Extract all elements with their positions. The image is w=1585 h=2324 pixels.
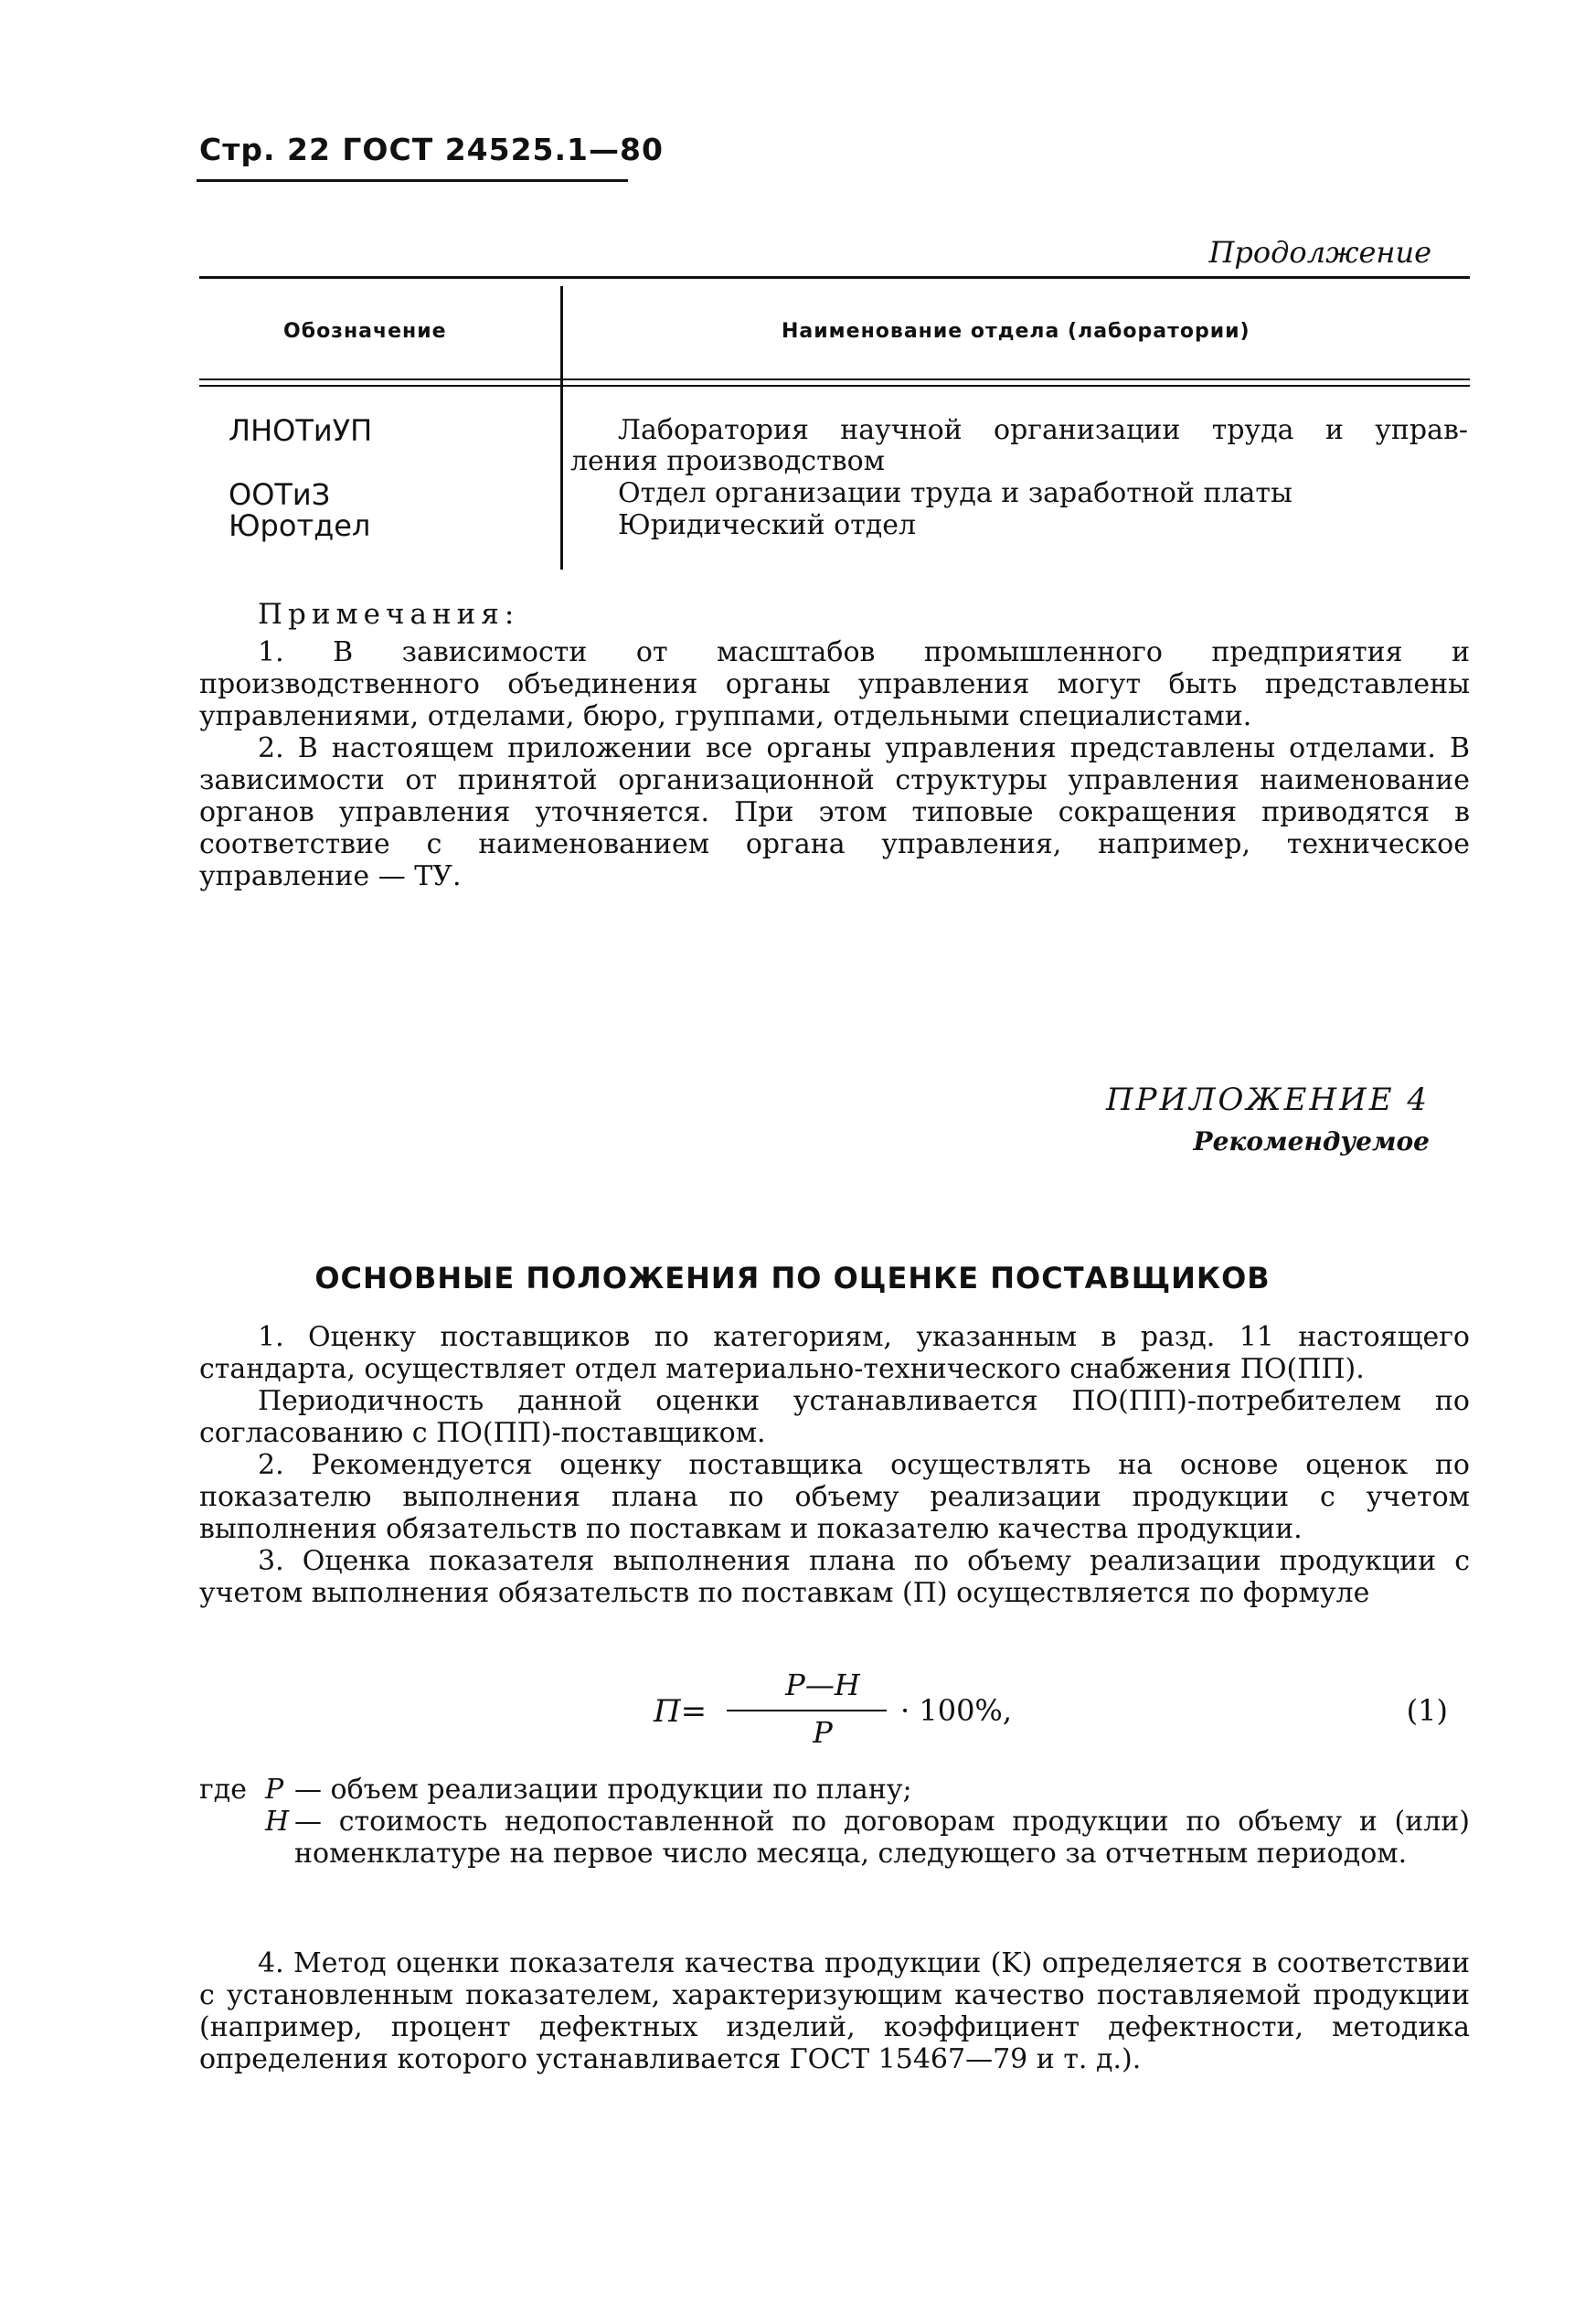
where-h-symbol: H — [265, 1806, 290, 1838]
column-header-code: Обозначение — [283, 320, 447, 343]
paragraph-1b: Периодичность данной оценки устанавливается ПО(ПП)-потребителем по согласованию с ПО(ПП)-поставщиком. — [199, 1385, 1470, 1449]
paragraph-3: 3. Оценка показателя выполнения плана по объему реализации продукции с учетом выполнения обязательств по поставкам (П) осуществляется по формуле — [199, 1545, 1470, 1609]
paragraph-1: 1. Оценку поставщиков по категориям, указанным в разд. 11 настоящего стандарта, осуществляет отдел материально-технического снабжения ПО(ПП). — [199, 1321, 1470, 1385]
paragraph-4: 4. Метод оценки показателя качества продукции (K) определяется в соответствии с установленным показателем, характеризующим качество поставляемой продукции (например, процент дефектных изделий, коэффициент дефектности, методика определения которого устанавливается ГОСТ 15467—79 и т. д.). — [199, 1947, 1470, 2075]
page-header: Стр. 22 ГОСТ 24525.1—80 — [199, 132, 664, 167]
formula-denominator: P — [813, 1715, 833, 1750]
formula-multiplier: · 100%, — [900, 1693, 1012, 1728]
table-row-name-cont: ления производством — [570, 445, 885, 477]
formula-number: (1) — [1406, 1693, 1448, 1728]
where-p-symbol: P — [265, 1774, 284, 1806]
formula-numerator: P—H — [785, 1668, 860, 1702]
table-continued-label: Продолжение — [1208, 235, 1431, 270]
table-row-code: Юротдел — [229, 508, 371, 543]
table-header-rule — [199, 378, 1470, 380]
table-column-divider — [560, 286, 563, 570]
where-intro: где — [199, 1774, 247, 1806]
table-top-rule — [199, 276, 1470, 279]
table-row-code: ЛНОТиУП — [229, 413, 373, 448]
appendix-subtitle: Рекомендуемое — [1193, 1126, 1430, 1157]
note-1: 1. В зависимости от масштабов промышленного предприятия и производственного объединения органы управления могут быть представлены управлениями, отделами, бюро, группами, отдельными специалистами. — [199, 636, 1470, 732]
table-row-code: ООТиЗ — [229, 477, 331, 512]
formula-1 — [0, 1668, 1585, 1768]
paragraph-2: 2. Рекомендуется оценку поставщика осуществлять на основе оценок по показателю выполнения плана по объему реализации продукции с учетом выполнения обязательств по поставкам и показателю качества продукции. — [199, 1449, 1470, 1545]
notes-heading: Примечания: — [258, 598, 520, 631]
where-p-definition: — объем реализации продукции по плану; — [294, 1774, 912, 1806]
table-row-name: Отдел организации труда и заработной платы — [618, 477, 1292, 509]
header-rule — [197, 179, 628, 182]
note-2: 2. В настоящем приложении все органы управления представлены отделами. В зависимости от принятой организационной структуры управления наименование органов управления уточняется. При этом типовые сокращения приводятся в соответствие с наименованием органа управления, например, техническое управление — ТУ. — [199, 732, 1470, 892]
formula-lhs: П= — [654, 1693, 707, 1730]
table-row-name: Лаборатория научной организации труда и управ- — [618, 414, 1468, 446]
formula-fraction-bar — [727, 1710, 887, 1711]
section-title: ОСНОВНЫЕ ПОЛОЖЕНИЯ ПО ОЦЕНКЕ ПОСТАВЩИКОВ — [314, 1261, 1271, 1295]
table-row-name: Юридический отдел — [618, 509, 917, 541]
appendix-title: ПРИЛОЖЕНИЕ 4 — [1105, 1082, 1430, 1118]
column-header-name: Наименование отдела (лаборатории) — [782, 320, 1250, 343]
where-h-definition: — стоимость недопоставленной по договорам продукции по объему и (или) номенклатуре на первое число месяца, следующего за отчетным периодом. — [294, 1806, 1470, 1870]
table-header-rule-2 — [199, 385, 1470, 387]
